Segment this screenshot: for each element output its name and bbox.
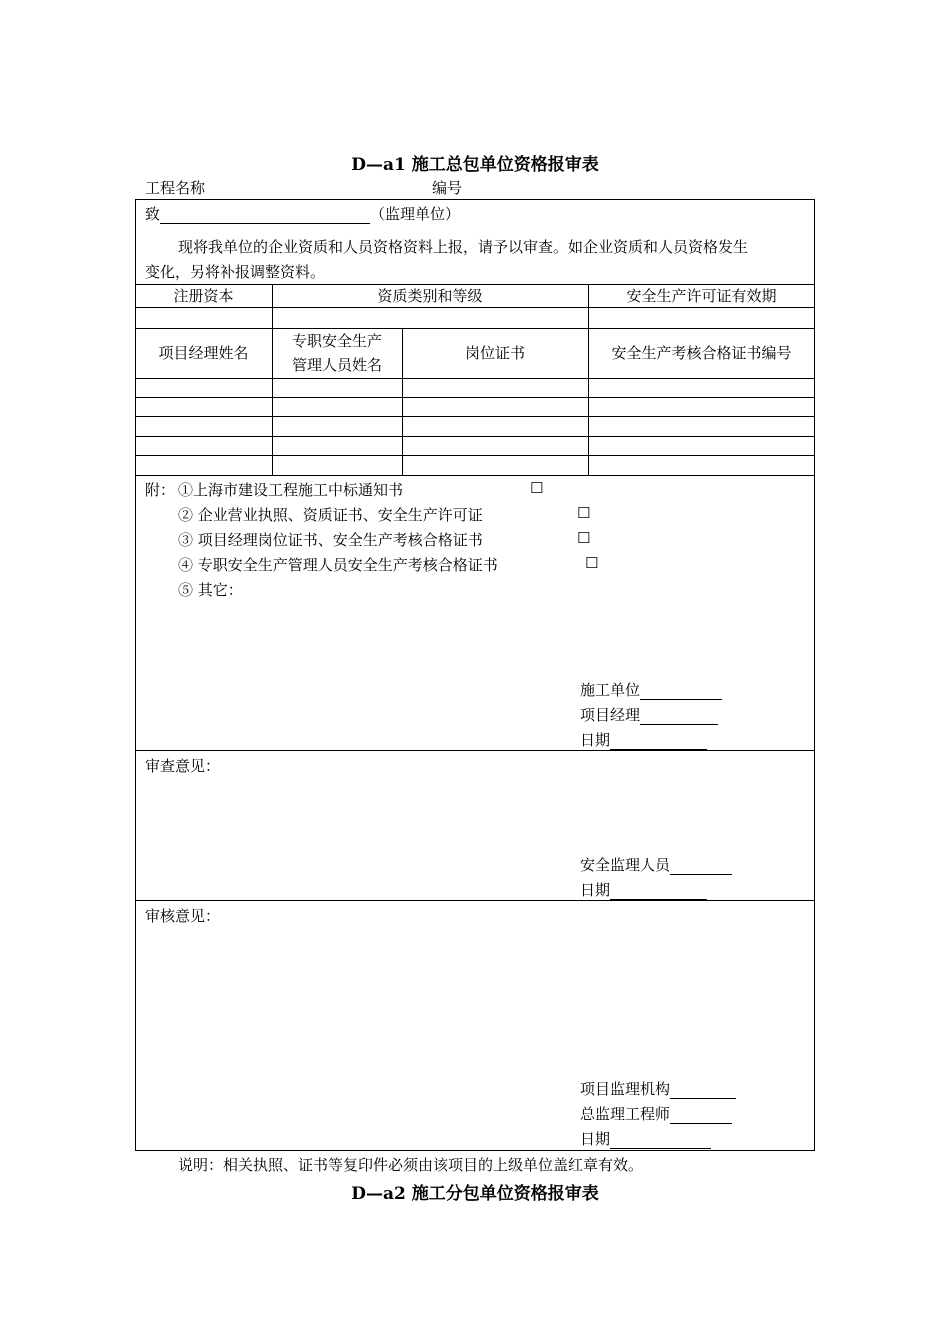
attachment-4: ④ 专职安全生产管理人员安全生产考核合格证书 (178, 556, 498, 574)
contractor-unit-sign (580, 679, 722, 700)
project-name-label: 工程名称 (145, 179, 206, 197)
project-manager-label: 项目经理 (580, 706, 641, 724)
header-safety-staff-line1: 专职安全生产 (291, 332, 382, 350)
chief-engineer-sign (580, 1103, 732, 1124)
to-line (145, 203, 460, 224)
to-label: 致 (145, 205, 161, 223)
number-label: 编号 (432, 179, 463, 197)
header-safety-assessment-cert-no: 安全生产考核合格证书编号 (611, 344, 792, 362)
supervisor-unit-blank[interactable] (160, 207, 370, 224)
approval-date-sign (580, 1128, 711, 1149)
intro-line-1: 现将我单位的企业资质和人员资格资料上报，请予以审查。如企业资质和人员资格发生 (178, 238, 749, 256)
safety-supervisor-blank[interactable] (670, 858, 732, 875)
attachment-5: ⑤ 其它： (178, 581, 243, 599)
chief-engineer-label: 总监理工程师 (580, 1105, 671, 1123)
review-date-blank[interactable] (610, 883, 707, 900)
contractor-unit-blank[interactable] (640, 683, 722, 700)
header-safety-license-validity: 安全生产许可证有效期 (626, 287, 777, 305)
review-opinion-label: 审查意见： (145, 757, 221, 775)
project-manager-blank[interactable] (640, 708, 718, 725)
attachment-3: ③ 项目经理岗位证书、安全生产考核合格证书 (178, 531, 483, 549)
header-safety-staff-line2: 管理人员姓名 (291, 356, 382, 374)
review-date-label: 日期 (580, 881, 611, 899)
header-project-manager-name: 项目经理姓名 (158, 344, 249, 362)
header-position-certificate: 岗位证书 (464, 344, 525, 362)
approval-date-blank[interactable] (610, 1132, 711, 1149)
approval-date-label: 日期 (580, 1130, 611, 1148)
attachment-1: ①上海市建设工程施工中标通知书 (178, 481, 404, 499)
chief-engineer-blank[interactable] (670, 1107, 732, 1124)
contractor-unit-label: 施工单位 (580, 681, 641, 699)
header-registered-capital: 注册资本 (173, 287, 234, 305)
supervision-org-label: 项目监理机构 (580, 1080, 671, 1098)
approval-opinion-label: 审核意见： (145, 907, 221, 925)
supervision-org-blank[interactable] (670, 1082, 736, 1099)
to-suffix: （监理单位） (370, 205, 461, 223)
checkbox-attachment-4[interactable]: ☐ (585, 554, 599, 572)
project-manager-sign (580, 704, 718, 725)
safety-supervisor-sign (580, 854, 732, 875)
review-date-sign (580, 879, 707, 900)
checkbox-attachment-2[interactable]: ☐ (577, 504, 591, 522)
checkbox-attachment-3[interactable]: ☐ (577, 529, 591, 547)
form-title: D—a1 施工总包单位资格报审表 (351, 155, 599, 175)
attachment-2: ② 企业营业执照、资质证书、安全生产许可证 (178, 506, 483, 524)
contractor-date-blank[interactable] (610, 733, 707, 750)
contractor-date-label: 日期 (580, 731, 611, 749)
attachments-prefix: 附： (145, 481, 176, 499)
intro-line-2: 变化，另将补报调整资料。 (145, 263, 326, 281)
supervision-org-sign (580, 1078, 736, 1099)
note-text: 说明：相关执照、证书等复印件必须由该项目的上级单位盖红章有效。 (178, 1156, 644, 1174)
contractor-date-sign (580, 729, 707, 750)
header-qualification-grade: 资质类别和等级 (377, 287, 483, 305)
form2-title: D—a2 施工分包单位资格报审表 (351, 1184, 599, 1204)
safety-supervisor-label: 安全监理人员 (580, 856, 671, 874)
checkbox-attachment-1[interactable]: ☐ (530, 479, 544, 497)
